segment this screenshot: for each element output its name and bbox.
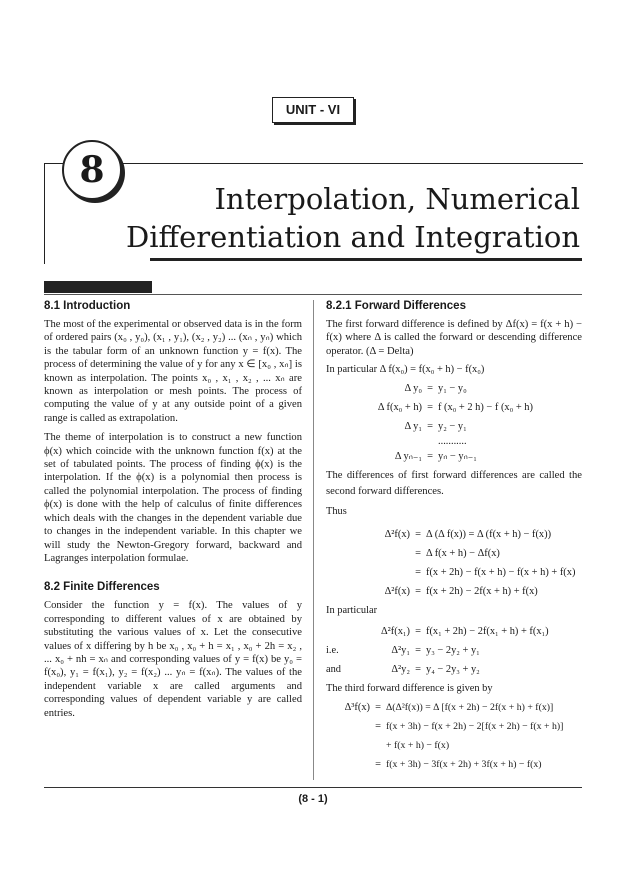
equation-rhs: Δ(Δ²f(x)) = Δ [f(x + 2h) − 2f(x + h) + f(x)] [386,702,554,714]
equation-rhs: f(x + 2h) − f(x + h) − f(x + h) + f(x) [426,567,576,579]
intro-paragraph-2: The theme of interpolation is to construct a new function ϕ(x) which coincide with the unknown function f(x) at the set of tabulated points. The process of finding ϕ(x) is the interpolation. If the ϕ(x) is a polynomial then process is called the polynomial interpolation. The process of finding ϕ(x) is done with the help of calculus of finite differences which deals with the changes in the dependent variable due to changes in the independent variable. In this chapter we will study the Newton-Gregory forward, backward and Lagranges interpolation formulae. [44,432,302,564]
row-prefix [326,622,356,641]
chapter-title-line2: Differentiation and Integration [126,220,580,254]
equation-rhs: f(x + 3h) − 3f(x + 2h) + 3f(x + h) − f(x) [386,759,542,771]
equation-rhs: f(x₁ + 2h) − 2f(x₁ + h) + f(x₁) [426,626,549,638]
equals-sign: = [427,421,433,433]
equation-row [326,698,582,717]
equation-rhs: + f(x + h) − f(x) [386,740,450,752]
chapter-number-badge: 8 [62,140,122,200]
equation-lhs: Δ³f(x) [344,702,370,714]
ellipsis-dots: ........... [438,436,467,448]
equation-row [326,525,582,544]
equation-rhs: f(x + 3h) − f(x + 2h) − 2[f(x + 2h) − f(x + h)] [386,721,564,733]
equation-block-4 [326,698,582,774]
equation-row [326,379,582,398]
equation-row [326,736,582,755]
equation-row [326,660,582,679]
equation-row [326,563,582,582]
equation-row [326,641,582,660]
equals-sign: = [427,383,433,395]
thus-label: Thus [326,506,347,518]
equals-sign: = [415,586,421,598]
equation-rhs: y₃ − 2y₂ + y₁ [426,645,480,657]
row-prefix: and [326,664,342,676]
equation-lhs: Δ yₙ₋₁ [394,451,422,463]
equation-rhs: y₄ − 2y₃ + y₂ [426,664,480,676]
equation-lhs: Δ²f(x) [384,529,410,541]
in-particular-label: In particular [326,605,378,617]
equation-rhs: yₙ − yₙ₋₁ [438,451,477,463]
equation-lhs: Δ f(x₀ + h) [377,402,422,414]
second-differences-paragraph: The differences of first forward differences are called the second forward differences. [326,470,582,498]
equals-sign: = [427,451,433,463]
equation-row [326,417,582,436]
equals-sign: = [415,664,421,676]
content-top-rule [44,294,582,295]
equation-lhs: Δ y₁ [404,421,422,433]
equals-sign: = [415,645,421,657]
section-heading-introduction: 8.1 Introduction [44,300,131,312]
right-column [326,300,582,774]
equation-row [326,622,582,641]
equals-sign: = [427,402,433,414]
footer-rule [44,787,582,788]
equation-row [326,755,582,774]
unit-label: UNIT - VI [272,97,354,123]
equation-block-3 [326,622,582,679]
intro-paragraph-1: The most of the experimental or observed data is in the form of ordered pairs (x₀ , y₀), (x₁ , y₁), (x₂ , y₂) ... (xₙ , yₙ) which is the tabular form of an unknown function y = f(x). The process of determining the value of y for any x ∈ [x₀ , xₙ] is known as interpolation. The points x₀ , x₁ , x₂ , ... xₙ are known as interpolation or mesh points. The process of computing the value of y at any outside point of a given range is called as extrapolation. [44,319,302,424]
chapter-title [126,180,580,256]
equation-row [326,447,582,466]
equation-row [326,544,582,563]
title-underline [150,258,582,261]
equation-lhs: Δ²f(x₁) [381,626,410,638]
page-number: (8 - 1) [298,793,328,805]
equation-rhs: Δ f(x + h) − Δf(x) [426,548,500,560]
section-heading-finite-differences: 8.2 Finite Differences [44,581,160,594]
section-heading-forward-differences: 8.2.1 Forward Differences [326,300,466,312]
equation-block-2 [326,525,582,601]
equation-lhs: Δ y₀ [404,383,422,395]
equation-rhs: f (x₀ + 2 h) − f (x₀ + h) [438,402,533,414]
equals-sign: = [415,548,421,560]
equation-lhs: Δ²y₂ [391,664,410,676]
row-prefix: i.e. [326,645,339,657]
forward-difference-definition: The first forward difference is defined by Δf(x) = f(x + h) − f(x) where Δ is called the forward or descending difference operator. (Δ = Delta) [326,319,582,357]
equation-lhs: Δ²f(x) [384,586,410,598]
left-column [44,300,302,726]
equation-rhs: Δ (Δ f(x)) = Δ (f(x + h) − f(x)) [426,529,552,541]
equals-sign: = [375,702,381,714]
equation-row [326,717,582,736]
equals-sign: = [415,626,421,638]
column-divider [313,300,314,780]
equation-block-1 [326,379,582,466]
equals-sign: = [375,721,381,733]
equals-sign: = [415,567,421,579]
equation-rhs: y₁ − y₀ [438,383,467,395]
equation-row [326,398,582,417]
finite-differences-paragraph: Consider the function y = f(x). The values of y corresponding to different values of x are obtained by substituting the various values of x. Let the consecutive values of x differing by h be x₀ , x₀ + h = x₁ , x₀ + 2h = x₂ , ... x₀ + nh = xₙ and corresponding values of y = f(x) be y₀ = f(x₀), y₁ = f(x₁), y₂ = f(x₂) ... yₙ = f(xₙ). The values of the independent variable x are called arguments and corresponding values of dependent variable y are called entries. [44,600,302,719]
chapter-title-line1: Interpolation, Numerical [214,182,580,216]
equation-lhs: Δ²y₁ [391,645,410,657]
equals-sign: = [375,759,381,771]
equation-row [326,582,582,601]
third-difference-intro: The third forward difference is given by [326,683,493,695]
equation-rhs: y₂ − y₁ [438,421,467,433]
equation-rhs: f(x + 2h) − 2f(x + h) + f(x) [426,586,538,598]
equation-row [326,436,582,447]
section-bar [44,281,152,293]
equals-sign: = [415,529,421,541]
in-particular-line: In particular Δ f(x₀) = f(x₀ + h) − f(x₀) [326,364,485,376]
